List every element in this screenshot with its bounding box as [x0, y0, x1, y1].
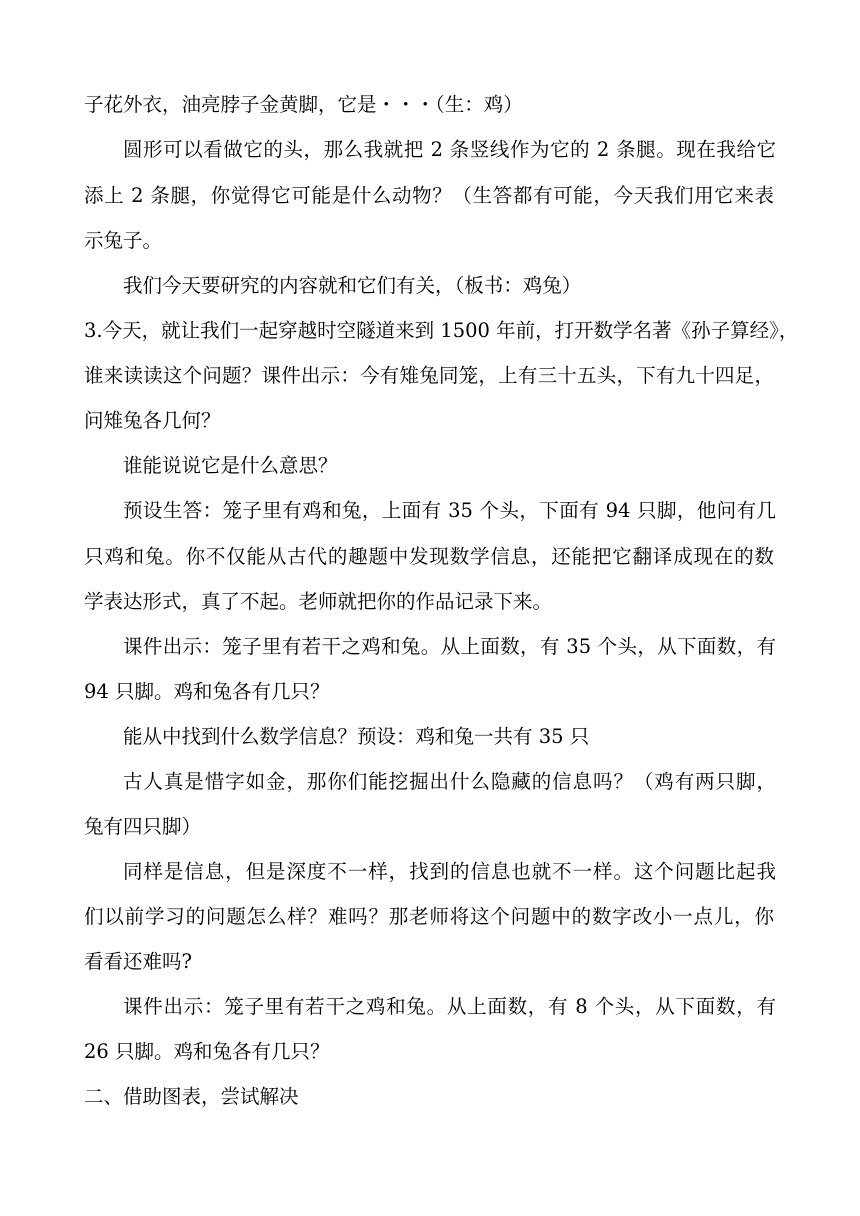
- text-line: 只鸡和兔。你不仅能从古代的趣题中发现数学信息，还能把它翻译成现在的数: [84, 545, 774, 568]
- text-line: 示兔子。: [84, 229, 163, 252]
- numbered-paragraph-line: 3.今天，就让我们一起穿越时空隧道来到 1500 年前，打开数学名著《孙子算经》，: [84, 319, 799, 342]
- paragraph-first-line: 能从中找到什么数学信息？预设：鸡和兔一共有 35 只: [123, 725, 590, 748]
- text-line: 谁来读读这个问题？课件出示：今有雉兔同笼，上有三十五头，下有九十四足，: [84, 364, 774, 387]
- paragraph-first-line: 谁能说说它是什么意思？: [123, 454, 338, 477]
- text-line: 兔有四只脚）: [84, 815, 202, 838]
- paragraph-first-line: 圆形可以看做它的头，那么我就把 2 条竖线作为它的 2 条腿。现在我给它: [123, 138, 776, 161]
- text-line: 们以前学习的问题怎么样？难吗？那老师将这个问题中的数字改小一点儿，你: [84, 905, 774, 928]
- paragraph-first-line: 课件出示：笼子里有若干之鸡和兔。从上面数，有 8 个头，从下面数，有: [123, 995, 776, 1018]
- paragraph-first-line: 我们今天要研究的内容就和它们有关，（板书：鸡兔）: [123, 274, 582, 297]
- text-line: 添上 2 条腿，你觉得它可能是什么动物？（生答都有可能，今天我们用它来表: [84, 184, 774, 207]
- text-line: 子花外衣，油亮脖子金黄脚，它是・・・（生：鸡）: [84, 93, 523, 116]
- text-line: 看看还难吗?: [84, 950, 192, 973]
- paragraph-first-line: 同样是信息，但是深度不一样，找到的信息也就不一样。这个问题比起我: [123, 860, 776, 883]
- text-line: 94 只脚。鸡和兔各有几只？: [84, 680, 330, 703]
- paragraph-first-line: 预设生答：笼子里有鸡和兔，上面有 35 个头，下面有 94 只脚，他问有几: [123, 499, 776, 522]
- section-heading: 二、借助图表，尝试解决: [84, 1085, 299, 1108]
- paragraph-first-line: 古人真是惜字如金，那你们能挖掘出什么隐藏的信息吗？（鸡有两只脚，: [123, 770, 776, 793]
- text-line: 学表达形式，真了不起。老师就把你的作品记录下来。: [84, 590, 553, 613]
- text-line: 26 只脚。鸡和兔各有几只？: [84, 1040, 330, 1063]
- paragraph-first-line: 课件出示：笼子里有若干之鸡和兔。从上面数，有 35 个头，从下面数，有: [123, 635, 776, 658]
- text-line: 问雉兔各几何？: [84, 409, 221, 432]
